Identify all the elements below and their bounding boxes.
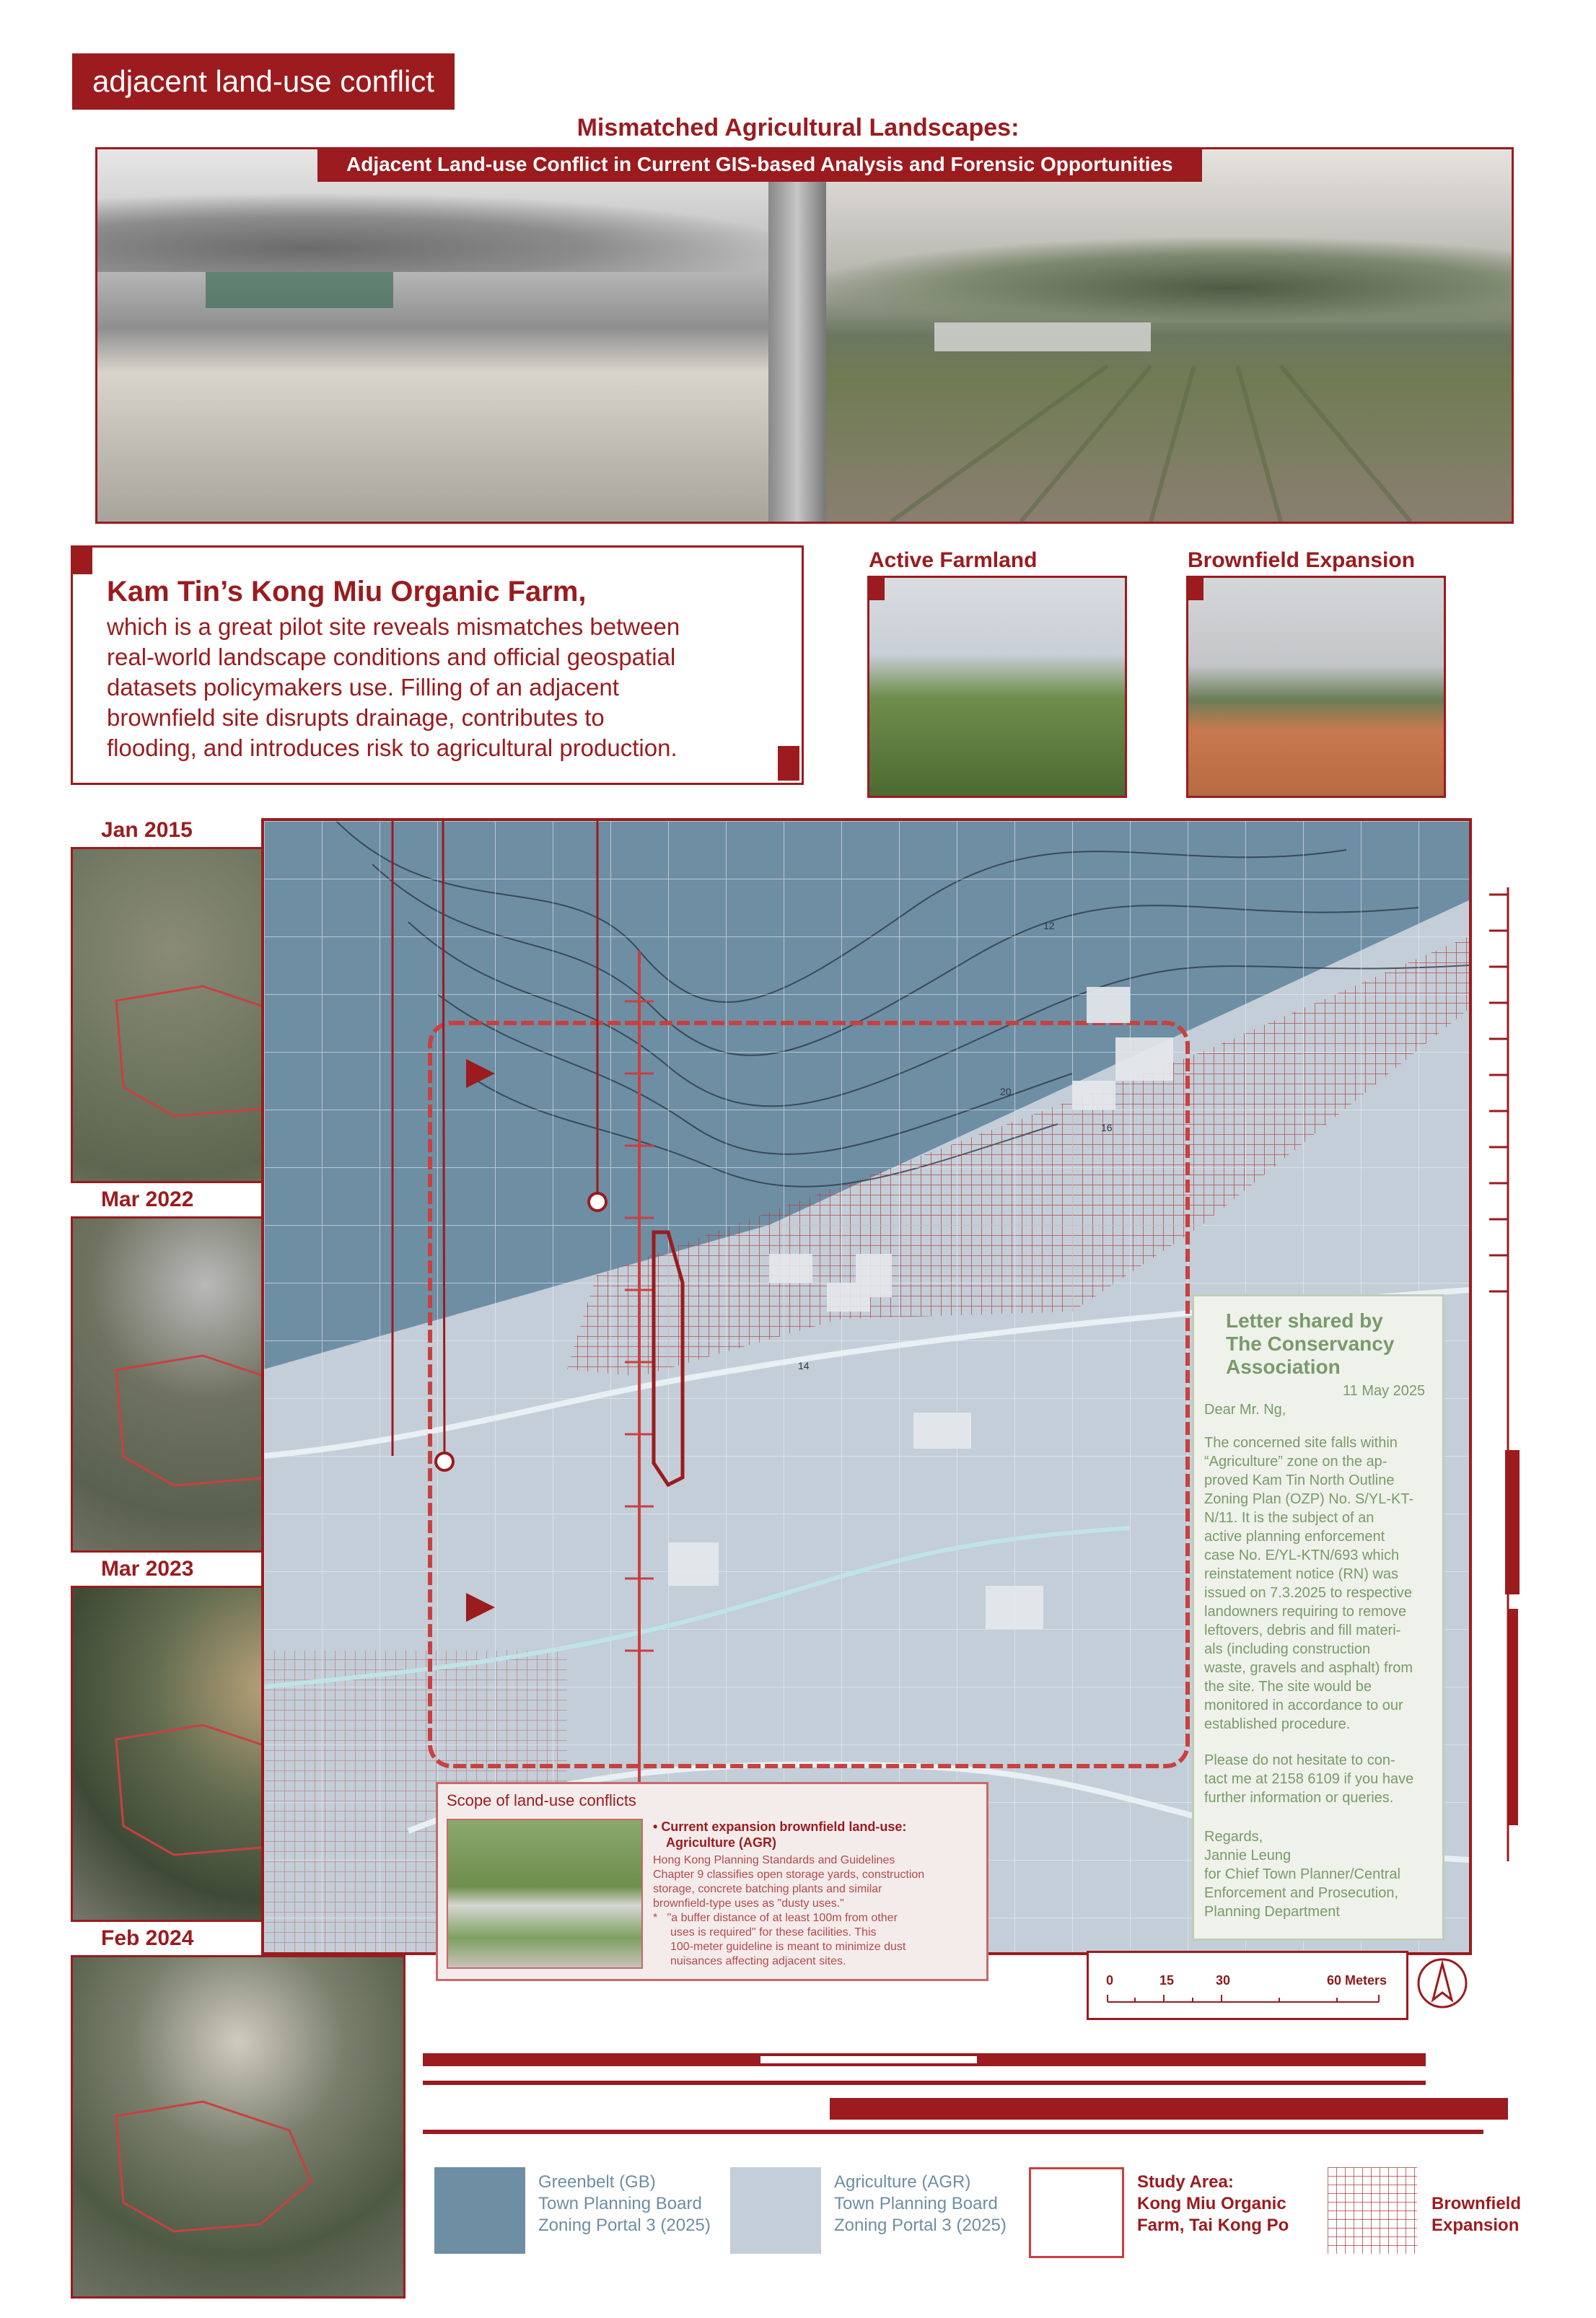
letter-line: N/11. It is the subject of an	[1204, 1510, 1374, 1526]
active-farmland-photo	[867, 576, 1127, 798]
green-fence	[206, 272, 393, 308]
intro-line: real-world landscape conditions and official geospatial	[107, 644, 676, 670]
letter-line: issued on 7.3.2025 to respective	[1204, 1585, 1412, 1601]
tree-line-left	[97, 193, 804, 272]
letter-heading: The Conservancy	[1226, 1333, 1395, 1355]
scope-box	[436, 1782, 988, 1981]
letter-greeting: Dear Mr. Ng,	[1204, 1402, 1286, 1418]
farm-rows	[804, 149, 1512, 522]
intro-corner-accent	[71, 545, 92, 574]
timeline-label-2022: Mar 2022	[101, 1187, 194, 1211]
letter-heading: Letter shared by	[1226, 1309, 1383, 1332]
letter-sign-line: Enforcement and Prosecution,	[1204, 1885, 1399, 1901]
scope-bullet-head: • Current expansion brownfield land-use:	[653, 1819, 907, 1834]
decor-bar	[830, 2098, 1508, 2120]
letter-sign-line: Planning Department	[1204, 1904, 1340, 1920]
scale-bar	[1087, 1951, 1408, 2020]
conservancy-letter	[1192, 1294, 1444, 1941]
letter-line: established procedure.	[1204, 1716, 1351, 1732]
side-ruler	[1479, 887, 1522, 1861]
active-farmland-label: Active Farmland	[869, 548, 1038, 572]
letter-line: proved Kam Tin North Outline	[1204, 1472, 1395, 1488]
letter-date: 11 May 2025	[1343, 1383, 1426, 1399]
page-title: Mismatched Agricultural Landscapes:	[576, 114, 1020, 141]
letter-line: reinstatement notice (RN) was	[1204, 1566, 1398, 1582]
letter-line: the site. The site would be	[1204, 1679, 1372, 1695]
scope-note-line: nuisances affecting adjacent sites.	[670, 1955, 846, 1967]
scale-tick-60: 60 Meters	[1327, 1973, 1387, 1988]
scope-body-line: storage, concrete batching plants and similar	[653, 1883, 882, 1895]
legend-label-study-area: Study Area: Kong Miu Organic Farm, Tai Kong Po	[1137, 2172, 1289, 2235]
satellite-image-2024	[71, 1955, 405, 2299]
topic-tag: adjacent land-use conflict	[72, 53, 455, 110]
letter-line: Zoning Plan (OZP) No. S/YL-KT-	[1204, 1491, 1414, 1507]
timeline-label-2024: Feb 2024	[101, 1926, 194, 1950]
scope-bullet-head: Agriculture (AGR)	[666, 1835, 776, 1850]
letter-line: active planning enforcement	[1204, 1529, 1385, 1545]
intro-line: which is a great pilot site reveals mismatches between	[107, 613, 680, 640]
legend-label-agriculture: Agriculture (AGR) Town Planning Board Zoning Portal 3 (2025)	[834, 2172, 1007, 2235]
hero-panorama-photo	[95, 147, 1514, 524]
scope-body-line: Chapter 9 classifies open storage yards, construction	[653, 1869, 925, 1881]
legend-label-brownfield: Brownfield Expansion	[1431, 2194, 1521, 2235]
brownfield-expansion-photo	[1186, 576, 1446, 798]
letter-line: further information or queries.	[1204, 1790, 1394, 1806]
decor-bar-gap	[760, 2056, 977, 2063]
letter-sign-line: Regards,	[1204, 1829, 1263, 1845]
scope-body-line: Hong Kong Planning Standards and Guidelines	[653, 1854, 895, 1866]
letter-line: waste, gravels and asphalt) from	[1204, 1660, 1413, 1676]
leader-line-active	[443, 821, 444, 1456]
legend-swatch-greenbelt	[434, 2167, 525, 2254]
contour-label: 20	[1000, 1086, 1012, 1097]
scale-line	[1106, 1993, 1380, 2008]
legend-swatch-study-area	[1029, 2167, 1124, 2258]
drainage-channel	[768, 149, 826, 522]
scope-note-line: uses is required" for these facilities. This	[670, 1926, 877, 1939]
farmland-half	[804, 149, 1512, 522]
decor-bar	[423, 2130, 1483, 2134]
letter-sign-line: for Chief Town Planner/Central	[1204, 1866, 1400, 1882]
intro-line: brownfield site disrupts drainage, contributes to	[107, 704, 605, 731]
north-arrow-icon	[1416, 1957, 1469, 2010]
decor-bar	[423, 2081, 1426, 2085]
scope-note-line: 100-meter guideline is meant to minimize dust	[670, 1941, 906, 1953]
legend-label-greenbelt: Greenbelt (GB) Town Planning Board Zoning Portal 3 (2025)	[538, 2172, 711, 2235]
letter-line: “Agriculture” zone on the ap-	[1204, 1454, 1387, 1470]
scale-tick-0: 0	[1106, 1973, 1114, 1988]
photo-corner-accent	[1186, 576, 1203, 600]
legend-swatch-brownfield	[1328, 2167, 1417, 2254]
photo-point-active	[436, 1453, 453, 1470]
letter-line: The concerned site falls within	[1204, 1435, 1398, 1451]
scale-tick-15: 15	[1159, 1973, 1175, 1988]
brownfield-expansion-label: Brownfield Expansion	[1188, 548, 1416, 572]
letter-line: case No. E/YL-KTN/693 which	[1204, 1547, 1400, 1563]
legend-swatch-agriculture	[730, 2167, 821, 2254]
timeline-label-2015: Jan 2015	[101, 818, 193, 842]
scope-body-line: brownfield-type uses as "dusty uses."	[653, 1897, 844, 1910]
letter-line: tact me at 2158 6109 if you have	[1204, 1771, 1414, 1787]
contour-label: 14	[798, 1360, 810, 1371]
letter-line: leftovers, debris and fill materi-	[1204, 1623, 1401, 1638]
contour-label: 16	[1101, 1122, 1113, 1133]
scope-title: Scope of land-use conflicts	[447, 1791, 636, 1809]
tree-line-right	[804, 236, 1512, 322]
timeline-label-2023: Mar 2023	[101, 1557, 194, 1581]
letter-heading: Association	[1226, 1356, 1341, 1378]
photo-point-brownfield	[589, 1193, 606, 1211]
intro-line: datasets policymakers use. Filling of an adjacent	[107, 674, 619, 701]
scale-tick-30: 30	[1216, 1973, 1231, 1988]
letter-line: landowners requiring to remove	[1204, 1604, 1407, 1620]
intro-title: Kam Tin’s Kong Miu Organic Farm,	[107, 576, 587, 607]
subtitle-banner: Adjacent Land-use Conflict in Current GIS-based Analysis and Forensic Opportunities	[317, 147, 1202, 182]
photo-corner-accent	[867, 576, 885, 600]
letter-sign-line: Jannie Leung	[1204, 1848, 1292, 1863]
letter-line: monitored in accordance to our	[1204, 1698, 1403, 1713]
letter-line: als (including construction	[1204, 1641, 1371, 1657]
letter-line: Please do not hesitate to con-	[1204, 1752, 1395, 1768]
intro-line: flooding, and introduces risk to agricultural production.	[107, 734, 678, 761]
contour-label: 12	[1043, 920, 1055, 931]
scope-photo	[447, 1819, 643, 1969]
scope-note-line: * "a buffer distance of at least 100m from other	[653, 1912, 898, 1924]
intro-text	[107, 612, 799, 763]
study-area-outline	[73, 1957, 403, 2296]
